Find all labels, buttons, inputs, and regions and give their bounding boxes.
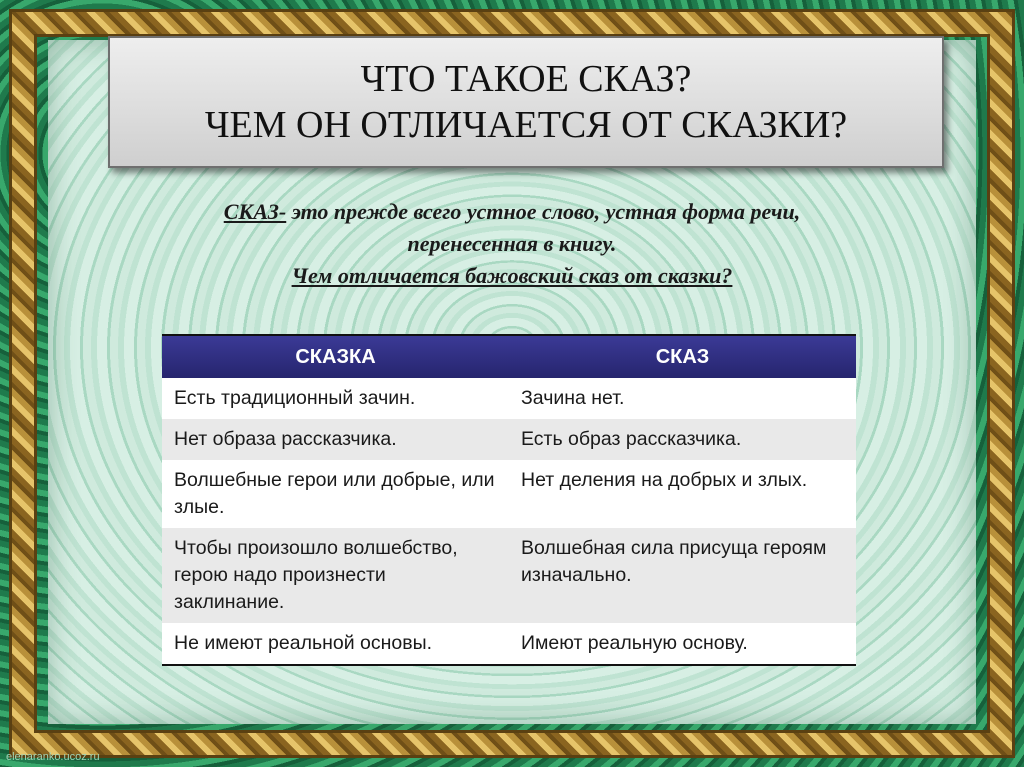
comparison-table (162, 334, 856, 666)
table-cell: Есть образ рассказчика. (509, 419, 856, 460)
table-cell: Волшебная сила присуща героям изначально. (509, 528, 856, 623)
table-cell: Зачина нет. (509, 378, 856, 419)
table-header-row (162, 335, 856, 378)
table-cell: Чтобы произошло волшебство, герою надо произнести заклинание. (162, 528, 509, 623)
table-row (162, 419, 856, 460)
definition-term: СКАЗ- (223, 199, 287, 224)
definition-text-a: это прежде всего устное слово, устная форма речи, (286, 199, 801, 224)
table-cell: Нет деления на добрых и злых. (509, 460, 856, 528)
table-cell: Волшебные герои или добрые, или злые. (162, 460, 509, 528)
watermark: elenaranko.ucoz.ru (6, 751, 100, 763)
table-cell: Нет образа рассказчика. (162, 419, 509, 460)
title-line-2: ЧЕМ ОН ОТЛИЧАЕТСЯ ОТ СКАЗКИ? (204, 104, 848, 146)
table-row (162, 460, 856, 528)
table-row (162, 378, 856, 419)
definition-line-1 (100, 196, 924, 228)
header-skazka: СКАЗКА (162, 335, 509, 378)
definition-block (100, 196, 924, 292)
table-row (162, 528, 856, 623)
table-row (162, 623, 856, 665)
definition-line-2: перенесенная в книгу. (407, 231, 617, 256)
table-cell: Не имеют реальной основы. (162, 623, 509, 665)
table-cell: Имеют реальную основу. (509, 623, 856, 665)
table-cell: Есть традиционный зачин. (162, 378, 509, 419)
title-line-1: ЧТО ТАКОЕ СКАЗ? (360, 58, 692, 100)
header-skaz: СКАЗ (509, 335, 856, 378)
comparison-question: Чем отличается бажовский сказ от сказки? (291, 263, 733, 288)
slide-title (108, 36, 944, 168)
